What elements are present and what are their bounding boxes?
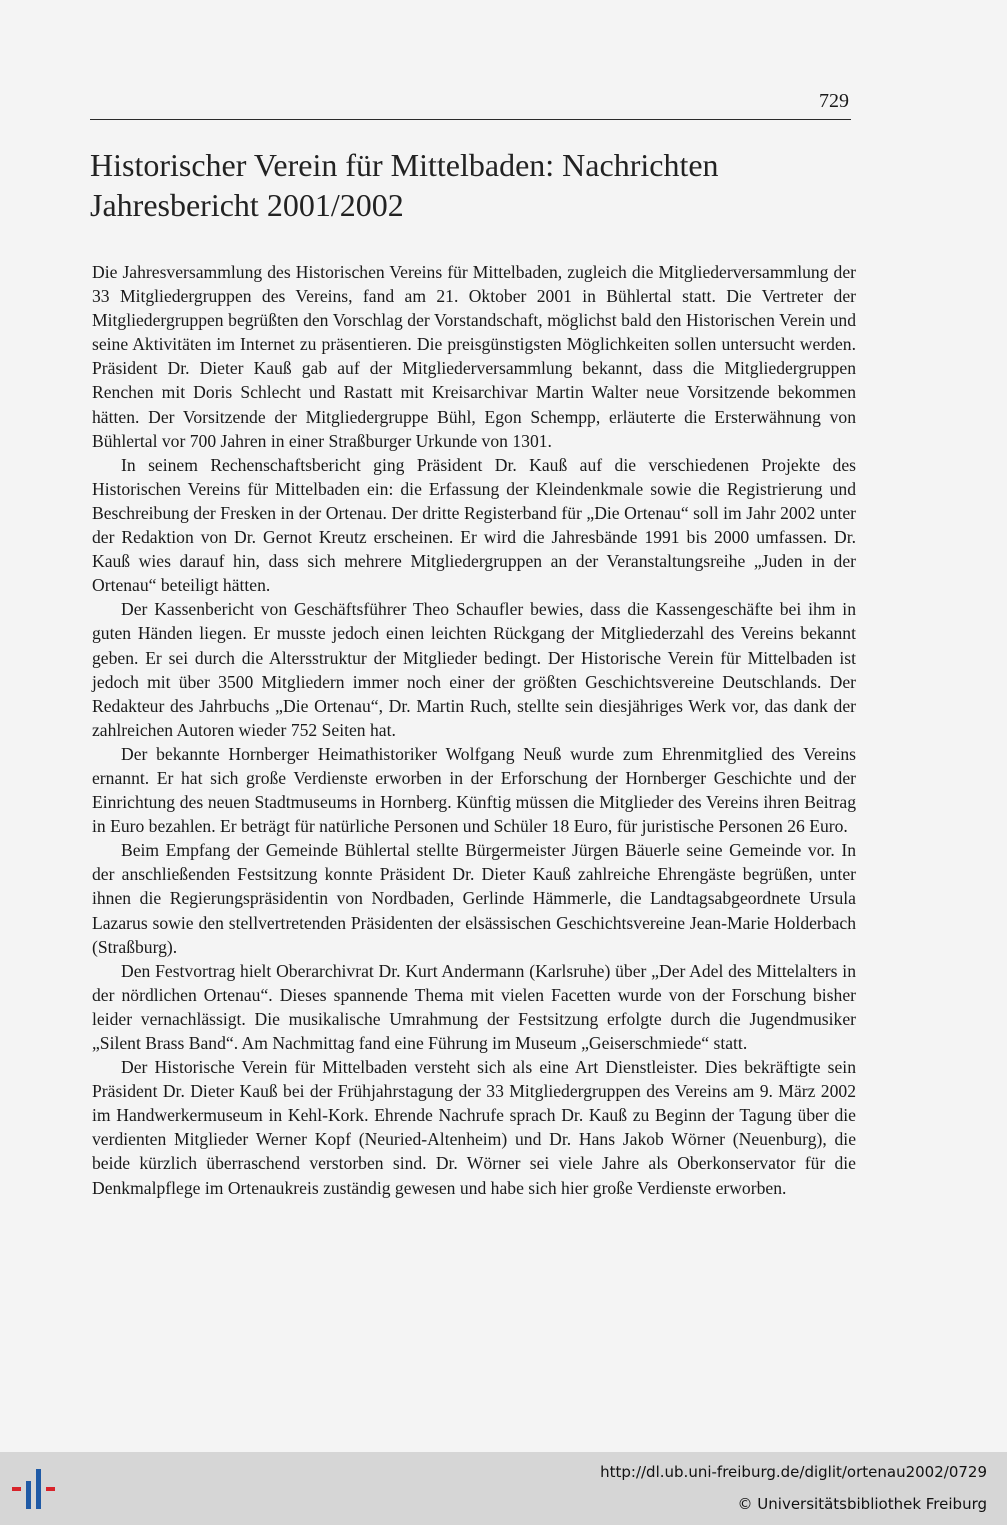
copyright-text: © Universitätsbibliothek Freiburg xyxy=(737,1495,987,1513)
paragraph: Den Festvortrag hielt Oberarchivrat Dr. Kurt Andermann (Karlsruhe) über „Der Adel des Mittelalters in der nördlichen Ortenau“. Dieses spannende Thema mit vielen Facetten wurde von der Forschung bisher leider vernachlässigt. Die musikalische Umrahmung der Festsitzung erfolgte durch die Jugendmusiker „Silent Brass Band“. Am Nachmittag fand eine Führung im Museum „Geiserschmiede“ statt. xyxy=(92,960,856,1053)
title-line-2: Jahresbericht 2001/2002 xyxy=(90,187,404,223)
paragraph: In seinem Rechenschaftsbericht ging Präsident Dr. Kauß auf die verschiedenen Projekte des Historischen Vereins für Mittelbaden ein: die Erfassung der Kleindenkmale sowie die Registrierung und Beschreibung der Fresken in der Ortenau. Der dritte Registerband für „Die Ortenau“ soll im Jahr 2002 unter der Redaktion von Dr. Gernot Kreutz erscheinen. Er wird die Jahresbände 1991 bis 2000 umfassen. Dr. Kauß wies darauf hin, dass sich mehrere Mitgliedergruppen an der Veranstaltungsreihe „Juden in der Ortenau“ beteiligt hätten. xyxy=(92,454,856,596)
paragraph: Die Jahresversammlung des Historischen Vereins für Mittelbaden, zugleich die Mitgliederversammlung der 33 Mitgliedergruppen des Vereins, fand am 21. Oktober 2001 in Bühlertal statt. Die Vertreter der Mitgliedergruppen begrüßten den Vorschlag der Vorstandschaft, möglichst bald den Historischen Verein und seine Aktivitäten im Internet zu präsentieren. Die preisgünstigsten Möglichkeiten sollen untersucht werden. Präsident Dr. Dieter Kauß gab auf der Mitgliederversammlung bekannt, dass die Mitgliedergruppen Renchen mit Doris Schlecht und Rastatt mit Kreisarchivar Martin Walter neue Vorsitzende bekommen hätten. Der Vorsitzende der Mitgliedergruppe Bühl, Egon Schempp, erläuterte die Ersterwähnung von Bühlertal vor 700 Jahren in einer Straßburger Urkunde von 1301. xyxy=(92,262,856,451)
title-line-1: Historischer Verein für Mittelbaden: Nachrichten xyxy=(90,147,719,183)
ub-freiburg-logo-icon xyxy=(12,1465,64,1513)
header-rule xyxy=(90,119,851,120)
page-number: 729 xyxy=(819,90,849,112)
article-title xyxy=(90,145,870,225)
paragraph: Der bekannte Hornberger Heimathistoriker Wolfgang Neuß wurde zum Ehrenmitglied des Vereins ernannt. Er hat sich große Verdienste erworben in der Erforschung der Hornberger Geschichte und der Einrichtung des neuen Stadtmuseums in Hornberg. Künftig müssen die Mitglieder des Vereins ihren Beitrag in Euro bezahlen. Er beträgt für natürliche Personen und Schüler 18 Euro, für juristische Personen 26 Euro. xyxy=(92,743,856,837)
footer-bar xyxy=(0,1452,1007,1525)
article-body xyxy=(92,260,856,1200)
source-url-link[interactable]: http://dl.ub.uni-freiburg.de/diglit/ortenau2002/0729 xyxy=(600,1463,987,1481)
paragraph: Der Kassenbericht von Geschäftsführer Theo Schaufler bewies, dass die Kassengeschäfte bei ihm in guten Händen liegen. Er musste jedoch einen leichten Rückgang der Mitgliederzahl des Vereins bekannt geben. Er sei durch die Altersstruktur der Mitglieder bedingt. Der Historische Verein für Mittelbaden ist jedoch mit über 3500 Mitgliedern immer noch einer der größten Geschichtsvereine Deutschlands. Der Redakteur des Jahrbuchs „Die Ortenau“, Dr. Martin Ruch, stellte sein diesjähriges Werk vor, das dank der zahlreichen Autoren wieder 752 Seiten hat. xyxy=(92,599,856,740)
paragraph: Beim Empfang der Gemeinde Bühlertal stellte Bürgermeister Jürgen Bäuerle seine Gemeinde vor. In der anschließenden Festsitzung konnte Präsident Dr. Dieter Kauß zahlreiche Ehrengäste begrüßen, unter ihnen die Regierungspräsidentin von Nordbaden, Gerlinde Hämmerle, die Landtagsabgeordnete Ursula Lazarus sowie den stellvertretenden Präsidenten der elsässischen Geschichtsvereine Jean-Marie Holderbach (Straßburg). xyxy=(92,840,856,957)
paragraph: Der Historische Verein für Mittelbaden versteht sich als eine Art Dienstleister. Dies bekräftigte sein Präsident Dr. Dieter Kauß bei der Frühjahrstagung der 33 Mitgliedergruppen des Vereins am 9. März 2002 im Handwerkermuseum in Kehl-Kork. Ehrende Nachrufe sprach Dr. Kauß zu Beginn der Tagung über die verdienten Mitglieder Werner Kopf (Neuried-Altenheim) und Dr. Hans Jakob Wörner (Neuenburg), die beide kürzlich überraschend verstorben sind. Dr. Wörner sei viele Jahre als Oberkonservator für die Denkmalpflege im Ortenaukreis zuständig gewesen und habe sich hier große Verdienste erworben. xyxy=(92,1057,856,1198)
